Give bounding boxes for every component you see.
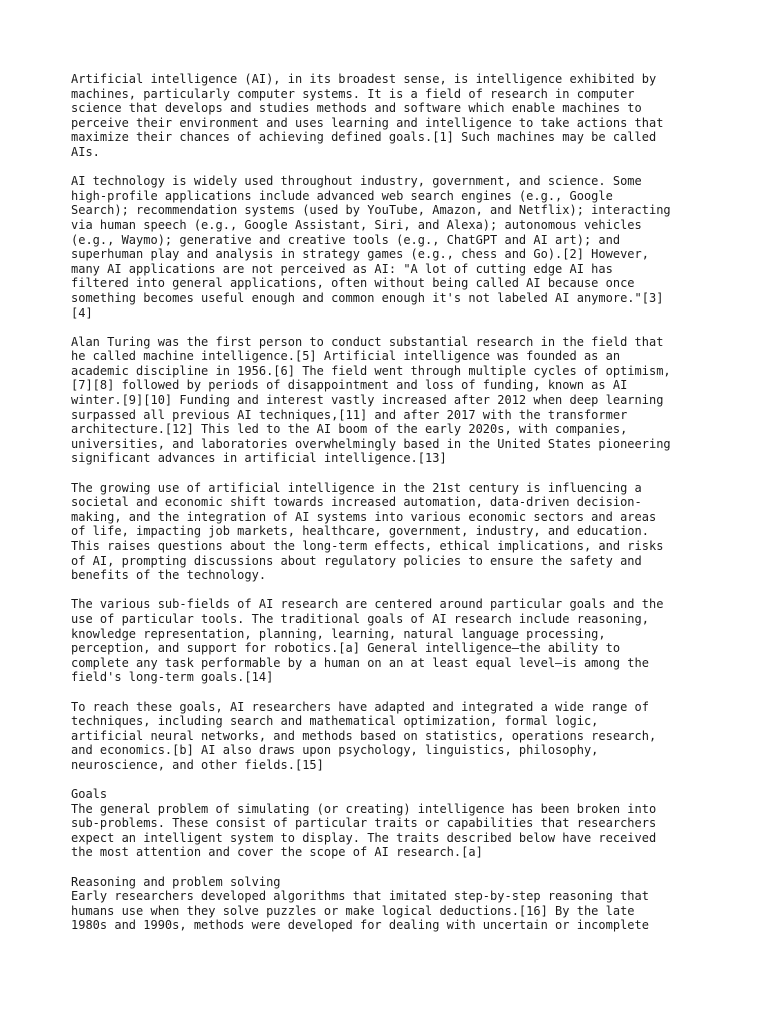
- paragraph-techniques: To reach these goals, AI researchers have adapted and integrated a wide range of techniques, including search and mathematical optimization, formal logic, artificial neural networks, and methods based on statistics, operations research, and economics.[b] AI also draws upon psychology, linguistics, philosophy, neuroscience, and other fields.[15]: [71, 699, 657, 772]
- paragraph-subfields: The various sub-fields of AI research are centered around particular goals and the use of particular tools. The traditional goals of AI research include reasoning, knowledge representation, planning, learning, natural language processing, perception, and support for robotics.[a] General intelligence—the ability to complete any task performable by a human on an at least equal level—is among the field's long-term goals.[14]: [71, 597, 664, 685]
- paragraph-history: Alan Turing was the first person to conduct substantial research in the field that he called machine intelligence.[5] Artificial intelligence was founded as an academic discipline in 1956.[6] The field went through multiple cycles of optimism, [7][8] followed by periods of disappointment and loss of funding, known as AI winter.[9][10] Funding and interest vastly increased after 2012 when deep learning surpassed all previous AI techniques,[11] and after 2017 with the transformer architecture.[12] This led to the AI boom of the early 2020s, with companies, universities, and laboratories overwhelmingly based in the United States pioneering significant advances in artificial intelligence.[13]: [71, 334, 671, 466]
- paragraph-applications: AI technology is widely used throughout industry, government, and science. Some high-profile applications include advanced web search engines (e.g., Google Search); recommendation systems (used by YouTube, Amazon, and Netflix); interacting via human speech (e.g., Google Assistant, Siri, and Alexa); autonomous vehicles (e.g., Waymo); generative and creative tools (e.g., ChatGPT and AI art); and superhuman play and analysis in strategy games (e.g., chess and Go).[2] However, many AI applications are not perceived as AI: "A lot of cutting edge AI has filtered into general applications, often without being called AI because once something becomes useful enough and common enough it's not labeled AI anymore."[3] [4]: [71, 174, 671, 320]
- section-heading-goals: Goals: [71, 787, 108, 802]
- section-body-reasoning: Early researchers developed algorithms that imitated step-by-step reasoning that humans use when they solve puzzles or make logical deductions.[16] By the late 1980s and 1990s, methods were developed for dealing with uncertain or incomplete: [71, 889, 649, 933]
- section-body-goals: The general problem of simulating (or creating) intelligence has been broken into sub-problems. These consist of particular traits or capabilities that researchers expect an intelligent system to display. The traits described below have received the most attention and cover the scope of AI research.[a]: [71, 801, 657, 860]
- section-reasoning: [71, 875, 701, 933]
- section-goals: [71, 787, 701, 860]
- paragraph-intro: Artificial intelligence (AI), in its broadest sense, is intelligence exhibited by machines, particularly computer systems. It is a field of research in computer science that develops and studies methods and software which enable machines to perceive their environment and uses learning and intelligence to take actions that maximize their chances of achieving defined goals.[1] Such machines may be called AIs.: [71, 72, 664, 159]
- paragraph-societal-impact: The growing use of artificial intelligence in the 21st century is influencing a societal and economic shift towards increased automation, data-driven decision- making, and the integration of AI systems into various economic sectors and areas of life, impacting job markets, healthcare, government, industry, and education. This raises questions about the long-term effects, ethical implications, and risks of AI, prompting discussions about regulatory policies to ensure the safety and benefits of the technology.: [71, 480, 664, 583]
- document-page: [71, 72, 701, 933]
- section-heading-reasoning: Reasoning and problem solving: [71, 874, 281, 889]
